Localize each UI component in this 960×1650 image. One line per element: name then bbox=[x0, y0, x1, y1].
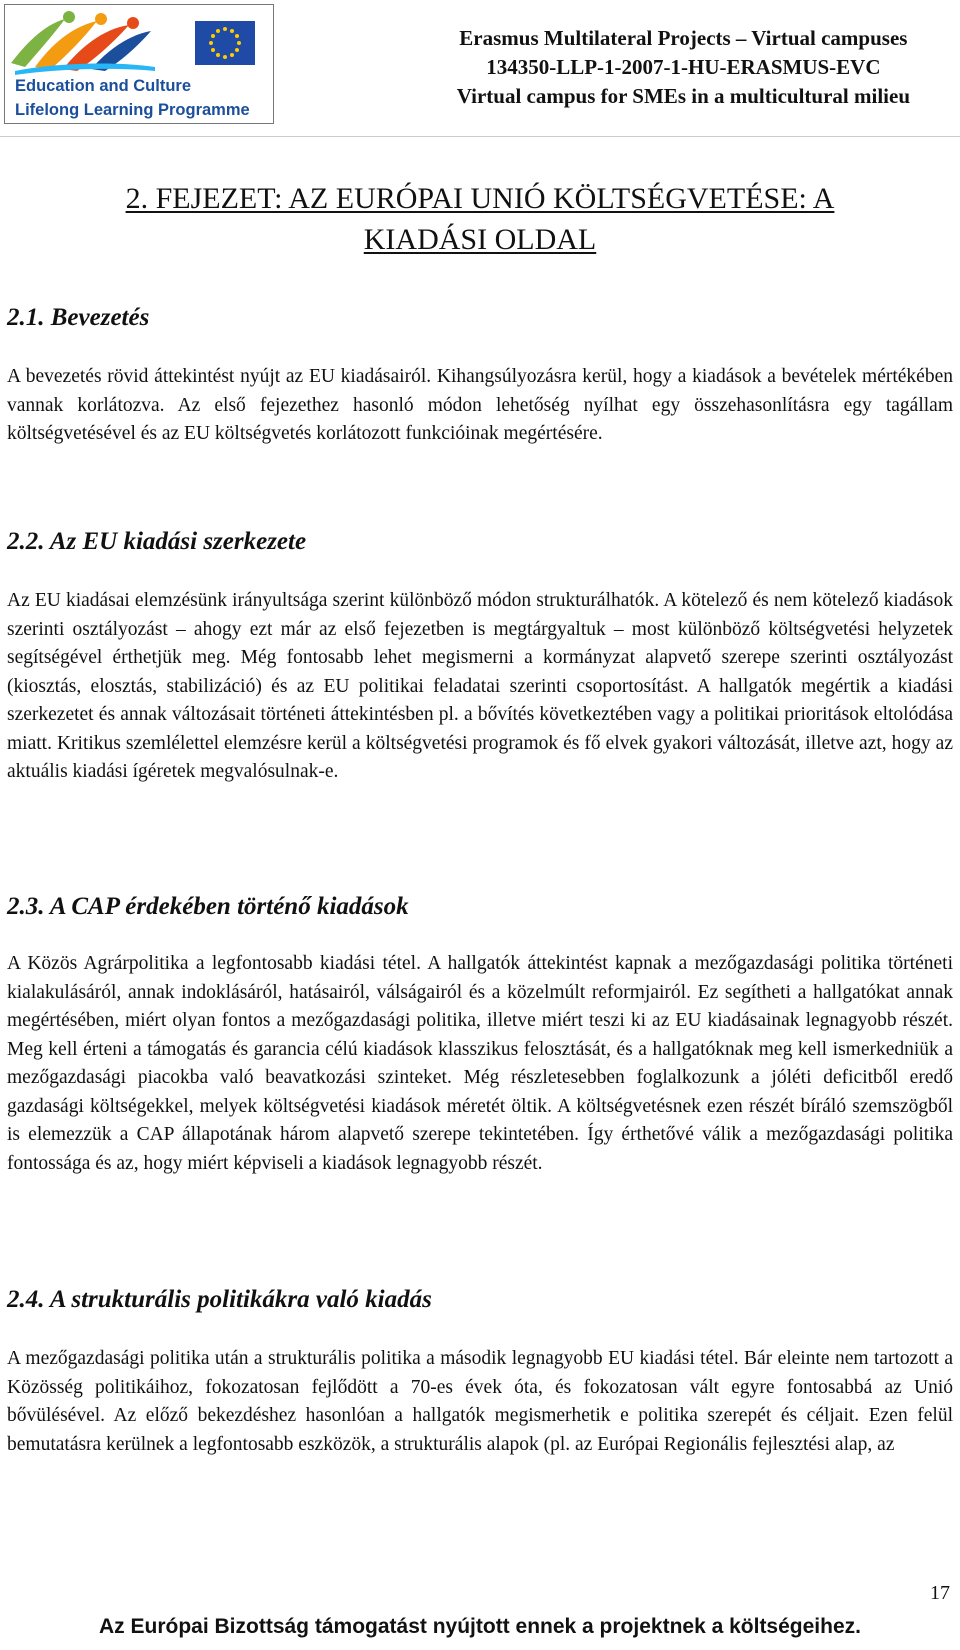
section-heading-2-4: 2.4. A strukturális politikákra való kiadás bbox=[7, 1286, 432, 1313]
section-text-2-4: A mezőgazdasági politika után a strukturális politika a második legnagyobb EU kiadási tétel. Bár eleinte nem tartozott a Közösség politikáihoz, fokozatosan fejlődött a 70-es évek óta, és fokozatosan vált egyre fontosabbá az Unió bővülésével. Az előző bekezdéshez hasonlóan a hallgatók megismerhetik e politika szerepét és céljait. Ezen felül bemutatásra kerülnek a legfontosabb eszközök, a strukturális alapok (pl. az Európai Regionális fejlesztési alap, az bbox=[7, 1348, 953, 1455]
section-heading-2-2: 2.2. Az EU kiadási szerkezete bbox=[7, 528, 307, 555]
education-culture-logo bbox=[4, 4, 274, 124]
section-text-2-3: A Közös Agrárpolitika a legfontosabb kiadási tétel. A hallgatók áttekintést kapnak a mezőgazdasági politika történeti kialakulásáról, annak indoklásáról, hatásairól, válságairól és a közelmúlt reformjairól. Ez segítheti a hallgatókat annak megértésében, miért olyan fontos a mezőgazdasági politika, illetve miért teszi ki az EU kiadásainak legnagyobb részét. Meg kell érteni a támogatás és garancia célú kiadások klasszikus felosztását, és a hallgatóknak meg kell ismerkedniük a mezőgazdasági piacokba való beavatkozási szinteket. Még részletesebben foglalkozunk a jóléti deficitből eredő gazdasági költségekkel, melyek költségvetési kiadások méretét öltik. A költségvetésnek ezen részét bíráló szemszögből is elemezzük a CAP állapotának három alapvető szerepe tekintetében. Így érthetővé válik a mezőgazdasági politika fontossága és az, hogy miért képviseli a kiadások legnagyobb részét. bbox=[7, 953, 953, 1174]
project-line-1: Erasmus Multilateral Projects – Virtual campuses bbox=[459, 26, 908, 50]
chapter-title bbox=[0, 178, 960, 260]
section-heading-2-3: 2.3. A CAP érdekében történő kiadások bbox=[7, 893, 409, 920]
logo-text-line2: Lifelong Learning Programme bbox=[15, 101, 250, 119]
project-info bbox=[457, 24, 910, 111]
section-heading-2-1: 2.1. Bevezetés bbox=[7, 304, 150, 331]
section-text-2-1: A bevezetés rövid áttekintést nyújt az EU kiadásairól. Kihangsúlyozásra kerül, hogy a kiadások a bevételek mértékében vannak korlátozva. Az első fejezethez hasonló módon lehetőség nyílhat egy összehasonlításra egy tagállam költségvetésével és az EU költségvetés korlátozott funkcióinak megértésére. bbox=[7, 366, 953, 444]
page-header bbox=[0, 0, 960, 140]
chapter-title-line2: KIADÁSI OLDAL bbox=[363, 223, 597, 256]
project-line-2: 134350-LLP-1-2007-1-HU-ERASMUS-EVC bbox=[486, 55, 881, 79]
page-footer: Az Európai Bizottság támogatást nyújtott ennek a projektnek a költségeihez. bbox=[99, 1615, 861, 1638]
logo-text-line1: Education and Culture bbox=[15, 77, 192, 95]
section-text-2-2: Az EU kiadásai elemzésünk irányultsága szerint különböző módon strukturálhatók. A kötelező és nem kötelező kiadások szerinti osztályozást – ahogy ezt már az első fejezetben is megtárgyaltuk – most különböző költségvetési helyzetek segítségével érthetjük meg. Még fontosabb lehet megismerni a kormányzat alapvető szerepe szerinti osztályozást (kiosztás, elosztás, stabilizáció) és az EU politikai feladatai szerinti csoportosítást. A hallgatók megértik a kiadási szerkezetet és annak változásait történeti áttekintésben pl. a bővítés következtében vagy a politikai prioritások eltolódása miatt. Kritikus szemlélettel elemzésre kerül a költségvetési programok és fő elvek gyakori változását, illetve azt, hogy az aktuális kiadási ígéretek megvalósulnak-e. bbox=[7, 590, 953, 782]
header-divider bbox=[0, 136, 960, 137]
page-number: 17 bbox=[930, 1582, 950, 1604]
project-line-3: Virtual campus for SMEs in a multicultural milieu bbox=[456, 84, 910, 108]
chapter-title-line1: 2. FEJEZET: AZ EURÓPAI UNIÓ KÖLTSÉGVETÉSE: A bbox=[125, 182, 835, 215]
